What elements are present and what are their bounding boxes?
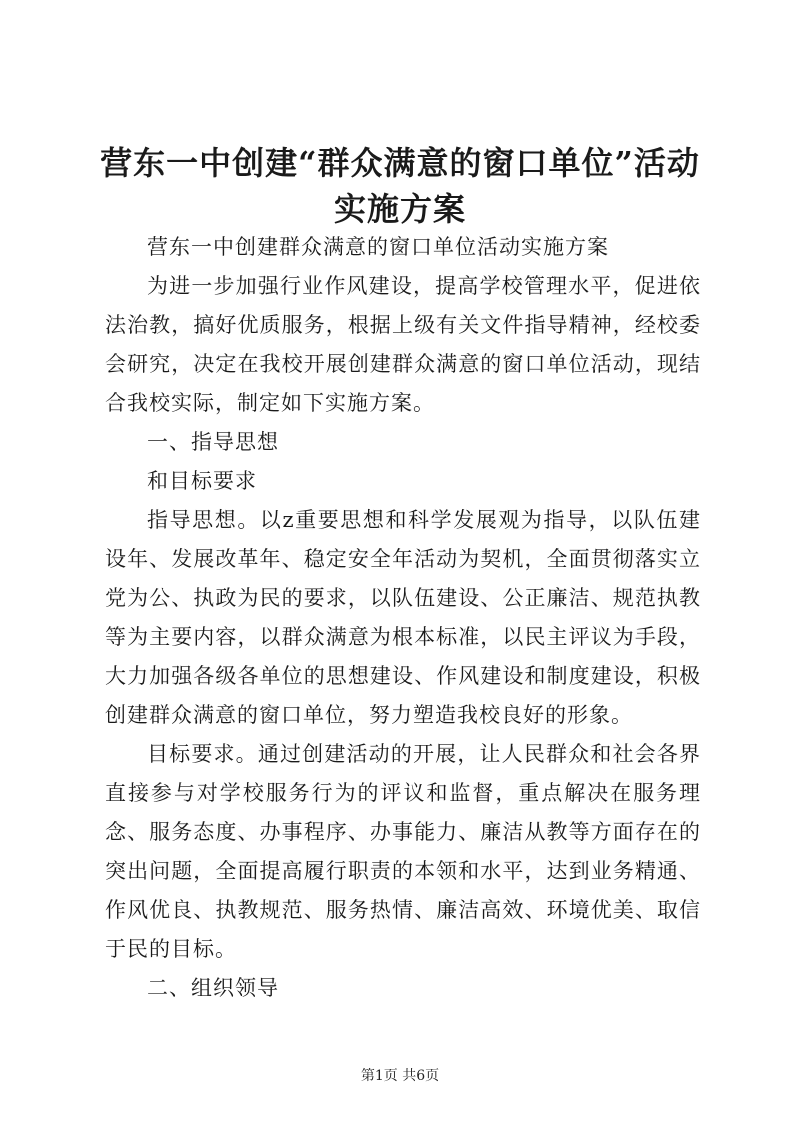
paragraph-goals: 目标要求。通过创建活动的开展，让人民群众和社会各界直接参与对学校服务行为的评议和监督，重点解决在服务理念、服务态度、办事程序、办事能力、廉洁从教等方面存在的突出问题，全面提高履行职责的本领和水平，达到业务精通、作风优良、执教规范、服务热情、廉洁高效、环境优美、取信于民的目标。 [105, 742, 701, 961]
page-number: 第1页 共6页 [360, 1068, 440, 1084]
paragraph-guiding-thought: 指导思想。以z重要思想和科学发展观为指导，以队伍建设年、发展改革年、稳定安全年活动为契机，全面贯彻落实立党为公、执政为民的要求，以队伍建设、公正廉洁、规范执教等为主要内容，以群众满意为根本标准，以民主评议为手段，大力加强各级各单位的思想建设、作风建设和制度建设，积极创建群众满意的窗口单位，努力塑造我校良好的形象。 [105, 508, 701, 727]
document-body [105, 228, 701, 1008]
paragraph-subtitle: 营东一中创建群众满意的窗口单位活动实施方案 [147, 235, 609, 259]
document-title: 营东一中创建“群众满意的窗口单位”活动实施方案 [100, 144, 700, 228]
section-heading-2: 二、组织领导 [147, 976, 279, 1000]
section-heading-1-cont: 和目标要求 [147, 469, 257, 493]
section-heading-1: 一、指导思想 [147, 430, 279, 454]
paragraph-intro: 为进一步加强行业作风建设，提高学校管理水平，促进依法治教，搞好优质服务，根据上级有关文件指导精神，经校委会研究，决定在我校开展创建群众满意的窗口单位活动，现结合我校实际，制定如下实施方案。 [105, 274, 701, 415]
